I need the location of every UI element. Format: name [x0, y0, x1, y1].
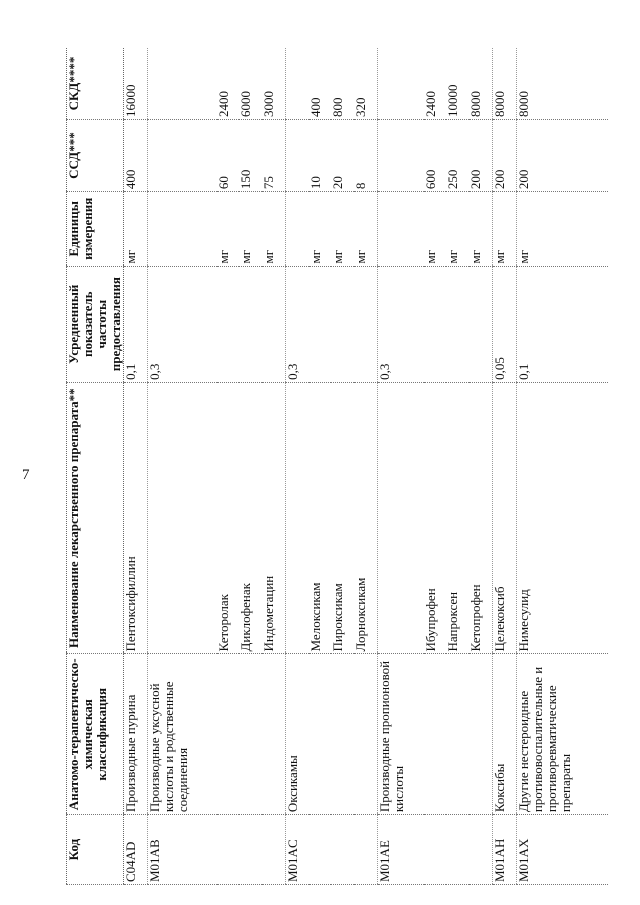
cell-ssd	[377, 120, 423, 192]
cell-code: M01AE	[377, 815, 423, 885]
cell-freq	[309, 266, 332, 382]
cell-drug: Мелоксикам	[309, 382, 332, 654]
cell-atc	[469, 654, 492, 815]
cell-skd: 800	[331, 48, 354, 120]
table-row	[239, 48, 262, 885]
header-drug: Наименование лекарственного препарата**	[67, 382, 124, 654]
table-row	[217, 48, 240, 885]
cell-drug: Индометацин	[262, 382, 285, 654]
cell-freq: 0,1	[517, 266, 609, 382]
cell-drug	[285, 382, 308, 654]
cell-unit: мг	[469, 192, 492, 266]
table-header-row	[67, 48, 124, 885]
table-row	[262, 48, 285, 885]
cell-atc	[354, 654, 377, 815]
cell-freq	[424, 266, 447, 382]
cell-unit: мг	[239, 192, 262, 266]
table-row	[148, 48, 217, 885]
cell-drug: Кеторолак	[217, 382, 240, 654]
cell-drug: Нимесулид	[517, 382, 609, 654]
drug-table	[66, 48, 608, 885]
cell-drug: Пентоксифиллин	[124, 382, 148, 654]
header-frequency: Усредненный показатель частоты предоставления	[67, 266, 124, 382]
cell-unit: мг	[354, 192, 377, 266]
cell-drug: Диклофенак	[239, 382, 262, 654]
cell-drug	[148, 382, 217, 654]
cell-unit: мг	[262, 192, 285, 266]
cell-unit: мг	[492, 192, 516, 266]
cell-ssd: 200	[492, 120, 516, 192]
header-ssd: ССД***	[67, 120, 124, 192]
cell-code	[262, 815, 285, 885]
cell-atc: Оксикамы	[285, 654, 308, 815]
cell-freq	[469, 266, 492, 382]
table-row	[424, 48, 447, 885]
table-row	[377, 48, 423, 885]
cell-unit: мг	[424, 192, 447, 266]
cell-ssd: 75	[262, 120, 285, 192]
cell-ssd: 150	[239, 120, 262, 192]
cell-drug: Ибупрофен	[424, 382, 447, 654]
cell-skd: 10000	[446, 48, 469, 120]
cell-unit: мг	[309, 192, 332, 266]
cell-skd: 8000	[517, 48, 609, 120]
cell-atc	[217, 654, 240, 815]
cell-freq	[262, 266, 285, 382]
cell-atc	[309, 654, 332, 815]
cell-code: M01AH	[492, 815, 516, 885]
cell-unit	[377, 192, 423, 266]
table-row	[446, 48, 469, 885]
cell-code	[331, 815, 354, 885]
cell-unit	[285, 192, 308, 266]
cell-skd	[148, 48, 217, 120]
cell-skd: 3000	[262, 48, 285, 120]
cell-unit: мг	[446, 192, 469, 266]
cell-atc: Производные пропионовой кислоты	[377, 654, 423, 815]
cell-freq	[239, 266, 262, 382]
cell-freq: 0,05	[492, 266, 516, 382]
cell-code	[239, 815, 262, 885]
cell-code	[309, 815, 332, 885]
cell-ssd: 250	[446, 120, 469, 192]
cell-drug: Кетопрофен	[469, 382, 492, 654]
cell-unit: мг	[331, 192, 354, 266]
page-number: 7	[22, 467, 30, 483]
header-skd: СКД****	[67, 48, 124, 120]
cell-ssd: 60	[217, 120, 240, 192]
cell-code: M01AX	[517, 815, 609, 885]
cell-atc	[239, 654, 262, 815]
cell-atc: Другие нестероидные противовоспалительные и противоревматические препараты	[517, 654, 609, 815]
cell-ssd	[148, 120, 217, 192]
cell-atc	[331, 654, 354, 815]
cell-skd: 8000	[492, 48, 516, 120]
cell-freq	[331, 266, 354, 382]
cell-code	[424, 815, 447, 885]
cell-atc	[446, 654, 469, 815]
cell-code	[469, 815, 492, 885]
cell-code: M01AC	[285, 815, 308, 885]
cell-unit: мг	[517, 192, 609, 266]
table-row	[354, 48, 377, 885]
cell-skd: 400	[309, 48, 332, 120]
cell-ssd: 8	[354, 120, 377, 192]
cell-skd: 6000	[239, 48, 262, 120]
cell-freq: 0,3	[377, 266, 423, 382]
cell-ssd: 200	[517, 120, 609, 192]
cell-drug: Целекоксиб	[492, 382, 516, 654]
cell-ssd: 600	[424, 120, 447, 192]
cell-freq: 0,3	[285, 266, 308, 382]
cell-ssd: 10	[309, 120, 332, 192]
cell-atc: Коксибы	[492, 654, 516, 815]
table-row	[331, 48, 354, 885]
cell-skd: 2400	[217, 48, 240, 120]
table-row	[309, 48, 332, 885]
cell-code: C04AD	[124, 815, 148, 885]
cell-freq: 0,3	[148, 266, 217, 382]
cell-unit	[148, 192, 217, 266]
table-row	[517, 48, 609, 885]
table-row	[285, 48, 308, 885]
cell-drug: Напроксен	[446, 382, 469, 654]
cell-skd	[377, 48, 423, 120]
cell-freq	[354, 266, 377, 382]
cell-code: M01AB	[148, 815, 217, 885]
cell-ssd: 20	[331, 120, 354, 192]
table-row	[124, 48, 148, 885]
table-row	[492, 48, 516, 885]
cell-ssd: 200	[469, 120, 492, 192]
cell-skd: 2400	[424, 48, 447, 120]
cell-drug: Лорноксикам	[354, 382, 377, 654]
cell-skd	[285, 48, 308, 120]
cell-code	[354, 815, 377, 885]
cell-ssd: 400	[124, 120, 148, 192]
cell-freq: 0,1	[124, 266, 148, 382]
table-row	[469, 48, 492, 885]
cell-unit: мг	[217, 192, 240, 266]
header-unit: Единицы измерения	[67, 192, 124, 266]
cell-drug: Пироксикам	[331, 382, 354, 654]
cell-atc	[262, 654, 285, 815]
cell-skd: 8000	[469, 48, 492, 120]
cell-atc: Производные уксусной кислоты и родственные соединения	[148, 654, 217, 815]
header-atc: Анатомо-терапевтическо-химическая классификация	[67, 654, 124, 815]
cell-skd: 320	[354, 48, 377, 120]
cell-freq	[446, 266, 469, 382]
cell-unit: мг	[124, 192, 148, 266]
cell-atc: Производные пурина	[124, 654, 148, 815]
cell-ssd	[285, 120, 308, 192]
cell-code	[217, 815, 240, 885]
cell-atc	[424, 654, 447, 815]
cell-freq	[217, 266, 240, 382]
header-code: Код	[67, 815, 124, 885]
cell-code	[446, 815, 469, 885]
cell-drug	[377, 382, 423, 654]
cell-skd: 16000	[124, 48, 148, 120]
